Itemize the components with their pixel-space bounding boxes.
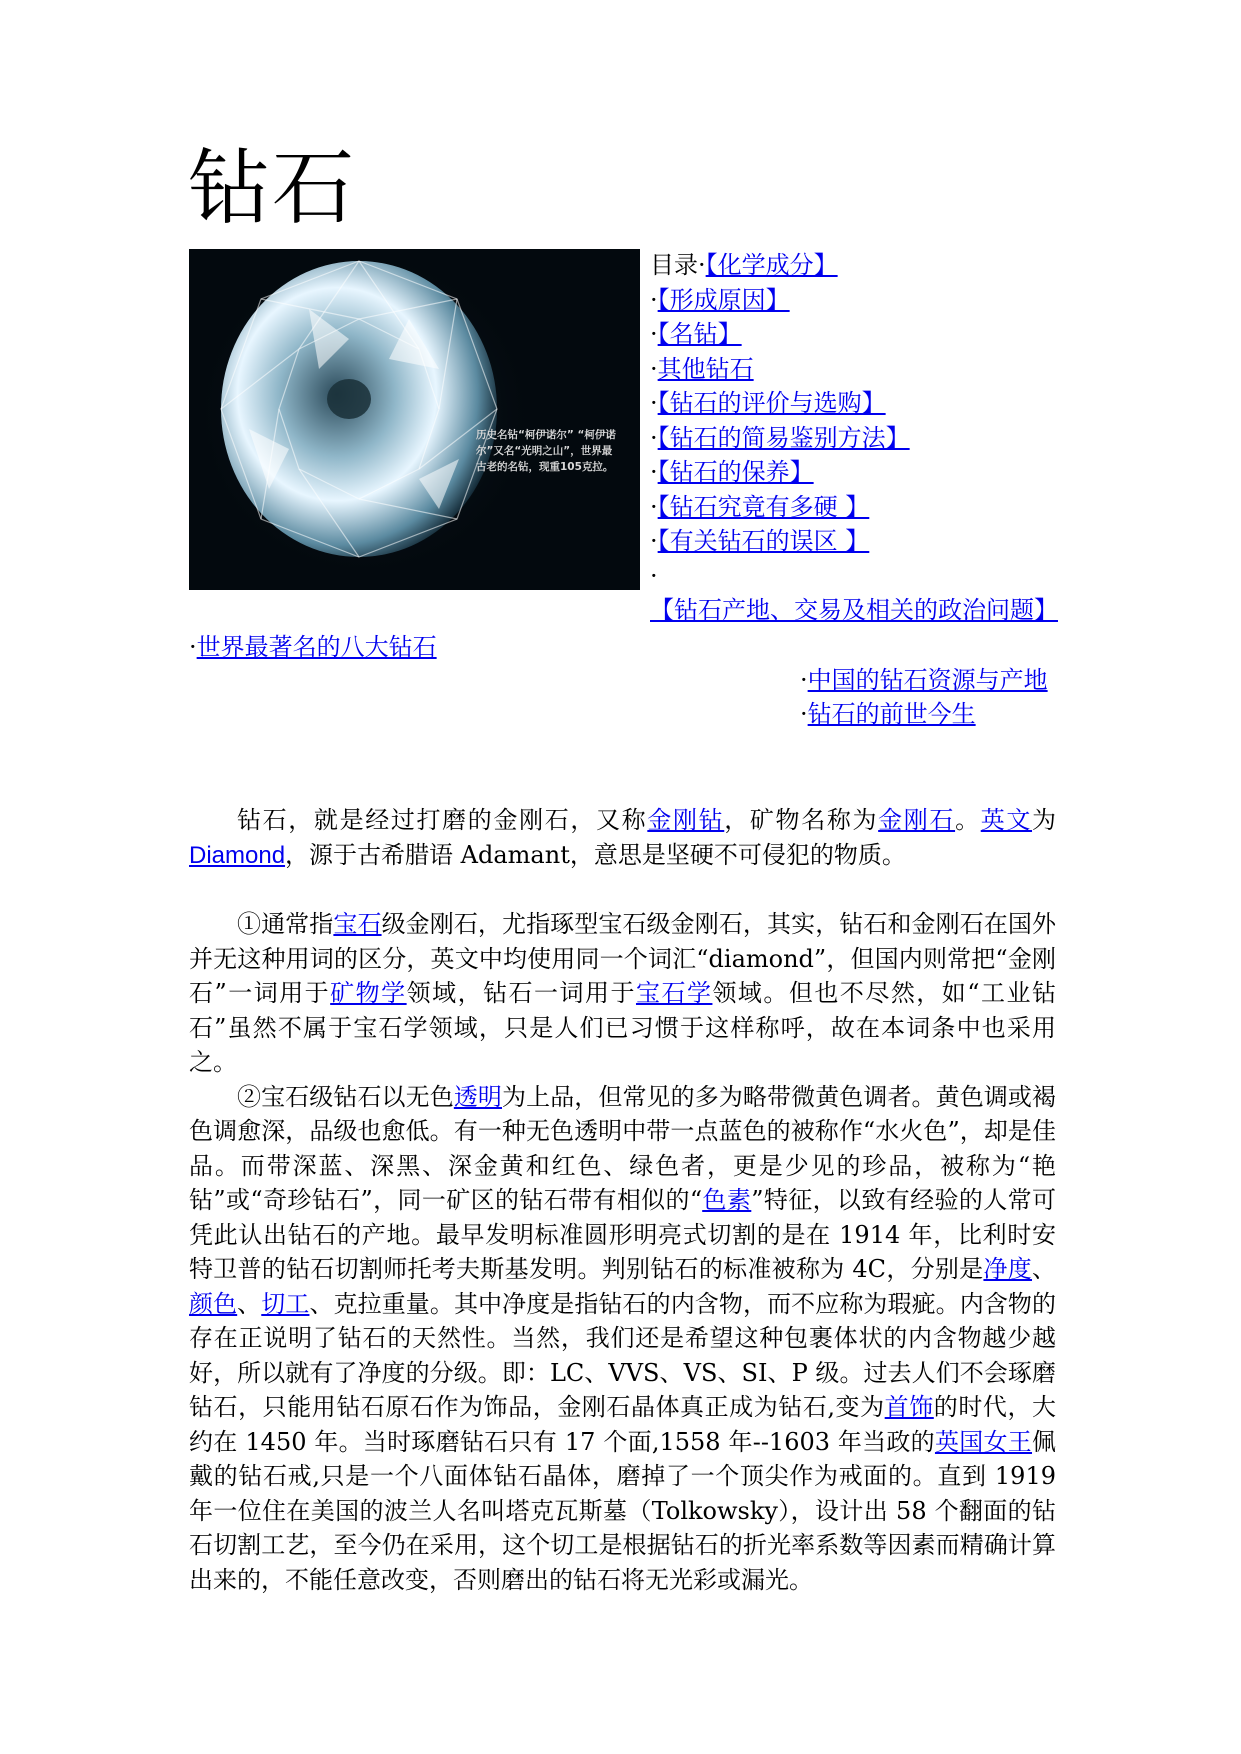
toc-link-misconceptions[interactable]: 【有关钻石的误区 】 xyxy=(657,527,870,555)
toc-link-other-diamonds[interactable]: 其他钻石 xyxy=(657,354,754,383)
toc-bullet: · xyxy=(650,354,658,383)
link-cut[interactable]: 切工 xyxy=(261,1289,310,1318)
link-jingangzuan[interactable]: 金刚钻 xyxy=(647,806,725,834)
diamond-photo xyxy=(189,249,640,590)
toc-bullet: · xyxy=(650,320,658,348)
toc-after-row-2 xyxy=(800,663,1048,697)
diamond-illustration xyxy=(189,249,640,590)
paragraph-2 xyxy=(189,1080,1056,1598)
link-transparent[interactable]: 透明 xyxy=(453,1082,503,1111)
toc-link-china-resources[interactable]: 中国的钻石资源与产地 xyxy=(807,666,1048,694)
toc-bullet: · xyxy=(800,700,808,728)
toc-after-row-1 xyxy=(189,630,437,664)
toc-link-origins-trade-politics[interactable]: 【钻石产地、交易及相关的政治问题】 xyxy=(650,596,1058,624)
toc-link-eight-famous-diamonds[interactable]: 世界最著名的八大钻石 xyxy=(196,633,437,661)
toc-bullet: · xyxy=(189,633,197,661)
text: ，矿物名称为 xyxy=(724,806,879,834)
link-diamond[interactable]: Diamond xyxy=(189,841,286,869)
toc-link-history[interactable]: 钻石的前世今生 xyxy=(807,700,976,728)
link-gemology[interactable]: 宝石学 xyxy=(635,979,713,1007)
link-english[interactable]: 英文 xyxy=(980,806,1033,834)
text: ②宝石级钻石以无色 xyxy=(237,1082,454,1111)
link-english-queen[interactable]: 英国女王 xyxy=(934,1427,1033,1456)
toc-bullet: · xyxy=(650,458,658,486)
toc-row-4 xyxy=(650,352,1050,387)
text: 、 xyxy=(1032,1255,1056,1283)
text: ”特征，以致有经验的人常可凭此认出钻石的产地。最早发明标准圆形明亮式切割的是在 1914 年，比利时安特卫普的钻石切割师托考夫斯基发明。判别钻石的标准被称为 4C，分别是 xyxy=(189,1186,1056,1283)
toc-bullet: · xyxy=(650,285,658,314)
link-jingangshi[interactable]: 金刚石 xyxy=(878,806,956,834)
toc-row-10 xyxy=(650,559,1058,628)
link-mineralogy[interactable]: 矿物学 xyxy=(330,979,407,1007)
link-pigment[interactable]: 色素 xyxy=(702,1186,752,1214)
toc-row-5 xyxy=(650,386,1050,421)
toc-row-9 xyxy=(650,524,1050,559)
toc-link-care[interactable]: 【钻石的保养】 xyxy=(657,458,814,486)
toc-bullet: · xyxy=(650,561,658,590)
text: 、克拉重量。其中净度是指钻石的内含物，而不应称为瑕疵。内含物的存在正说明了钻石的天然性。当然，我们还是希望这种包裹体状的内含物越少越好，所以就有了净度的分级。即：LC、VVS、VS、SI、P 级。过去人们不会琢磨钻石，只能用钻石原石作为饰品，金刚石晶体真正成为钻石,变为 xyxy=(189,1289,1057,1421)
text: 、 xyxy=(237,1289,262,1318)
text: ①通常指 xyxy=(237,910,334,938)
toc-link-formation[interactable]: 【形成原因】 xyxy=(657,285,790,314)
toc-link-identification[interactable]: 【钻石的简易鉴别方法】 xyxy=(657,423,910,452)
article-body xyxy=(189,803,1056,1597)
text: 。 xyxy=(955,806,981,834)
paragraph-1 xyxy=(189,907,1056,1080)
toc-link-famous-diamonds[interactable]: 【名钻】 xyxy=(657,320,742,348)
text: 级金刚石，尤指琢型宝石级金刚石，其实，钻石和金刚石在国外并无这种用词的区分，英文中均使用同一个词汇“diamond”，但国内则常把“金刚石”一词用于 xyxy=(189,910,1057,1007)
link-color[interactable]: 颜色 xyxy=(189,1289,238,1318)
page-title: 钻石 xyxy=(188,141,357,236)
link-gemstone[interactable]: 宝石 xyxy=(333,910,382,938)
text: 钻石，就是经过打磨的金刚石，又称 xyxy=(237,806,648,834)
table-of-contents xyxy=(650,248,1058,628)
toc-bullet: · xyxy=(650,492,658,521)
text: 领域，钻石一词用于 xyxy=(406,979,636,1007)
text: 领域。但也不尽然，如“工业钻石”虽然不属于宝石学领域，只是人们已习惯于这样称呼，故在本词条中也采用之。 xyxy=(189,979,1056,1076)
toc-link-evaluation[interactable]: 【钻石的评价与选购】 xyxy=(657,389,886,417)
toc-bullet: · xyxy=(800,666,808,694)
text: 的时代，大约在 1450 年。当时琢磨钻石只有 17 个面,1558 年--1603 年当政的 xyxy=(189,1393,1056,1456)
toc-row-8 xyxy=(650,490,1050,525)
text: 佩戴的钻石戒,只是一个八面体钻石晶体，磨掉了一个顶尖作为戒面的。直到 1919 年一位住在美国的波兰人名叫塔克瓦斯墓（Tolkowsky），设计出 58 个翻面的钻石切割工艺，至今仍在采用，这个切工是根据钻石的折光率系数等因素而精确计算出来的，不能任意改变，否则磨出的钻石将无光彩或漏光。 xyxy=(189,1427,1057,1594)
toc-row-2 xyxy=(650,283,1050,318)
link-jewelry[interactable]: 首饰 xyxy=(884,1393,934,1421)
toc-bullet: · xyxy=(650,423,658,452)
toc-row-3 xyxy=(650,317,1050,352)
toc-row-1 xyxy=(650,248,1050,283)
text: ，源于古希腊语 Adamant，意思是坚硬不可侵犯的物质。 xyxy=(285,840,906,869)
toc-label: 目录· xyxy=(650,251,706,279)
text: 为 xyxy=(1032,806,1057,834)
toc-link-chemical-composition[interactable]: 【化学成分】 xyxy=(705,251,838,279)
toc-row-7 xyxy=(650,455,1050,490)
toc-row-6 xyxy=(650,421,1050,456)
text: 为上品，但常见的多为略带微黄色调者。黄色调或褐色调愈深，品级也愈低。有一种无色透明中带一点蓝色的被称作“水火色”，却是佳品。而带深蓝、深黑、深金黄和红色、绿色者，更是少见的珍品，被称为“艳钻”或“奇珍钻石”，同一矿区的钻石带有相似的“ xyxy=(189,1082,1057,1214)
toc-after-row-3 xyxy=(800,697,976,731)
toc-bullet: · xyxy=(650,527,658,555)
toc-link-hardness[interactable]: 【钻石究竟有多硬 】 xyxy=(657,492,870,521)
photo-caption: 历史名钻“柯伊诺尔” “柯伊诺尔”又名“光明之山”，世界最古老的名钻，现重105克拉。 xyxy=(476,429,616,473)
link-clarity[interactable]: 净度 xyxy=(983,1255,1032,1283)
intro-paragraph xyxy=(189,803,1056,873)
toc-bullet: · xyxy=(650,389,658,417)
